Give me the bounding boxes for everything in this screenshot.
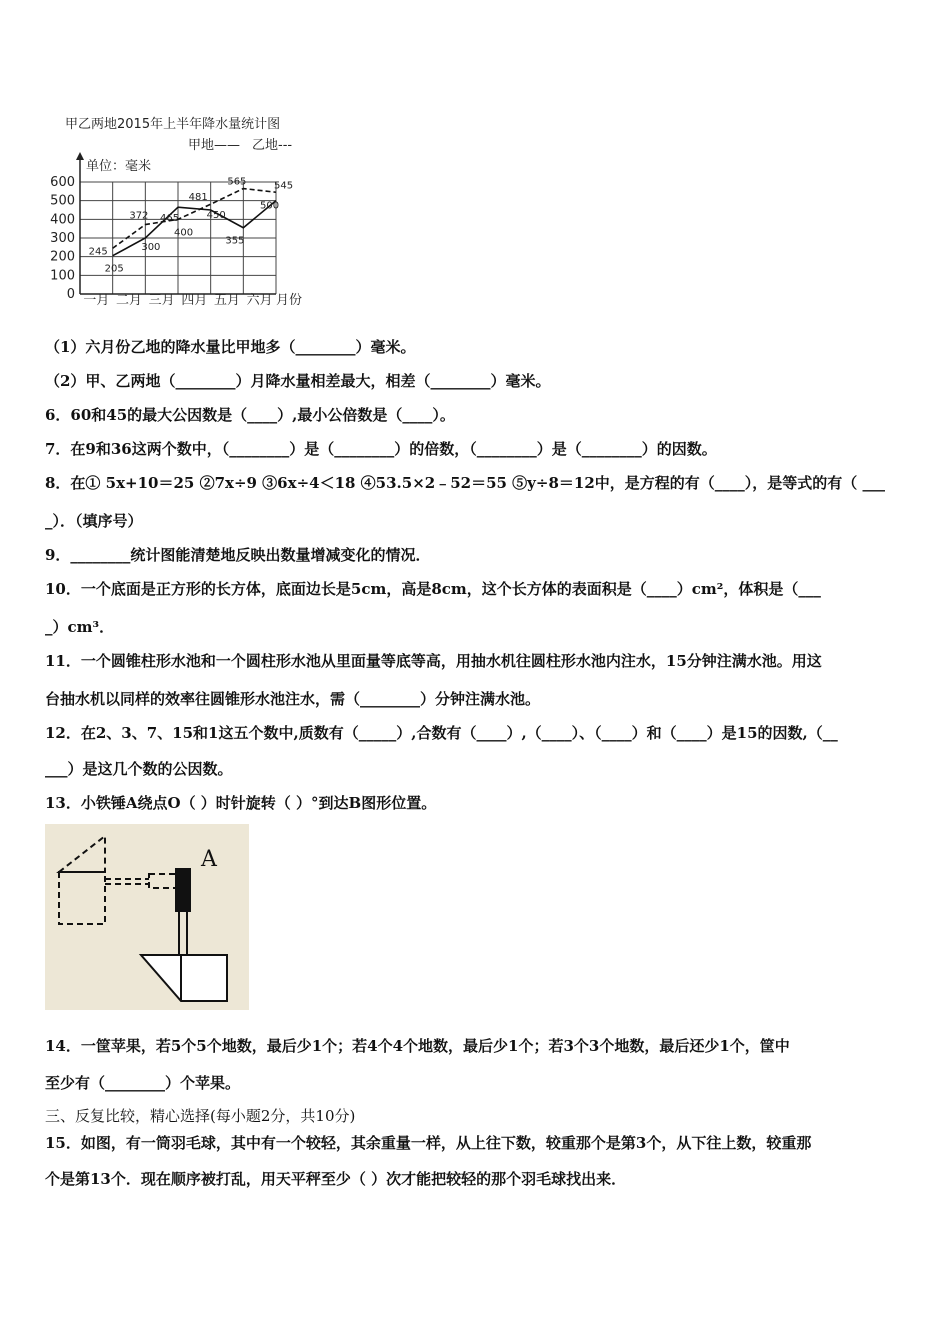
chart-title: 甲乙两地2015年上半年降水量统计图 [65, 117, 281, 132]
y-tick-label: 200 [50, 249, 75, 265]
data-label: 205 [104, 263, 124, 275]
question-7: 7．在9和36这两个数中，（________）是（________）的倍数，（________）是（________）的因数。 [45, 440, 717, 458]
rainfall-line-chart [40, 108, 360, 318]
x-tick-label: 六月 [246, 293, 273, 308]
data-label: 355 [225, 235, 245, 247]
x-tick-label: 四月 [181, 293, 208, 308]
y-tick-label: 100 [50, 268, 75, 284]
unit-label: 单位：毫米 [86, 159, 152, 174]
question-14-line-1: 14．一筐苹果，若5个5个地数，最后少1个；若4个4个地数，最后少1个；若3个3个地数，最后还少1个，筐中 [45, 1037, 790, 1055]
data-label: 465 [160, 213, 180, 225]
label-a: A [201, 847, 217, 872]
question-12-line-1: 12．在2、3、7、15和1这五个数中,质数有（_____）,合数有（____）,（____）、（____）和（____）是15的因数,（__ [45, 724, 838, 742]
x-tick-label: 三月 [148, 293, 175, 308]
question-11-line-1: 11．一个圆锥柱形水池和一个圆柱形水池从里面量等底等高，用抽水机往圆柱形水池内注水，15分钟注满水池。用这 [45, 652, 822, 670]
question-8-line-2: _）．（填序号） [45, 512, 143, 530]
y-axis-arrow [76, 152, 84, 160]
legend-yi: 乙地--- [252, 138, 293, 153]
y-tick-label: 300 [50, 231, 75, 246]
section-3-heading: 三、反复比较，精心选择(每小题2分，共10分) [45, 1107, 356, 1125]
question-10-line-1: 10．一个底面是正方形的长方体，底面边长是5cm，高是8cm，这个长方体的表面积是（____）cm²，体积是（___ [45, 580, 821, 598]
y-tick-label: 500 [50, 193, 75, 209]
question-15-line-1: 15．如图，有一筒羽毛球，其中有一个较轻，其余重量一样，从上往下数，较重那个是第3个，从下往上数，较重那 [45, 1134, 812, 1152]
x-tick-label: 一月 [83, 293, 110, 308]
legend-jia: 甲地—— [188, 138, 241, 153]
question-10-line-2: _）cm³． [45, 618, 115, 636]
question-15-line-2: 个是第13个．现在顺序被打乱，用天平秤至少（ ）次才能把较轻的那个羽毛球找出来． [45, 1170, 627, 1188]
data-label: 545 [274, 180, 294, 192]
question-5-part-1: （1）六月份乙地的降水量比甲地多（________）毫米。 [45, 338, 416, 356]
data-label: 565 [227, 176, 247, 188]
x-tick-label: 五月 [213, 293, 241, 308]
data-label: 481 [188, 192, 208, 204]
data-label: 500 [260, 200, 280, 212]
data-label: 400 [174, 227, 194, 239]
question-13: 13．小铁锤A绕点O（ ）时针旋转（ ）°到达B图形位置。 [45, 794, 437, 812]
question-9: 9．________统计图能清楚地反映出数量增减变化的情况． [45, 546, 431, 564]
question-5-part-2: （2）甲、乙两地（________）月降水量相差最大，相差（________）毫米。 [45, 372, 551, 390]
data-label: 245 [88, 246, 108, 258]
chart-marks [89, 177, 293, 275]
question-6: 6．60和45的最大公因数是（____）,最小公倍数是（____）。 [45, 406, 455, 424]
chart-grid [50, 152, 276, 308]
y-tick-label: 0 [66, 287, 75, 302]
question-12-line-2: ___）是这几个数的公因数。 [45, 760, 233, 778]
hammer-rotation-figure [45, 824, 249, 1010]
x-axis-label: 月份 [276, 293, 303, 308]
y-tick-label: 600 [50, 175, 75, 190]
x-tick-label: 二月 [115, 293, 143, 308]
question-8-line-1: 8．在① 5x+10＝25 ②7x÷9 ③6x÷4＜18 ④53.5×2﹣52＝55 ⑤y÷8＝12中，是方程的有（____），是等式的有（ ___ [45, 474, 885, 492]
series-line-jia [113, 201, 276, 256]
data-label: 450 [206, 210, 226, 221]
question-14-line-2: 至少有（________）个苹果。 [45, 1074, 241, 1092]
data-label: 300 [141, 242, 161, 253]
y-tick-label: 400 [50, 212, 75, 228]
data-label: 372 [129, 210, 149, 222]
question-11-line-2: 台抽水机以同样的效率往圆锥形水池注水，需（________）分钟注满水池。 [45, 690, 541, 708]
